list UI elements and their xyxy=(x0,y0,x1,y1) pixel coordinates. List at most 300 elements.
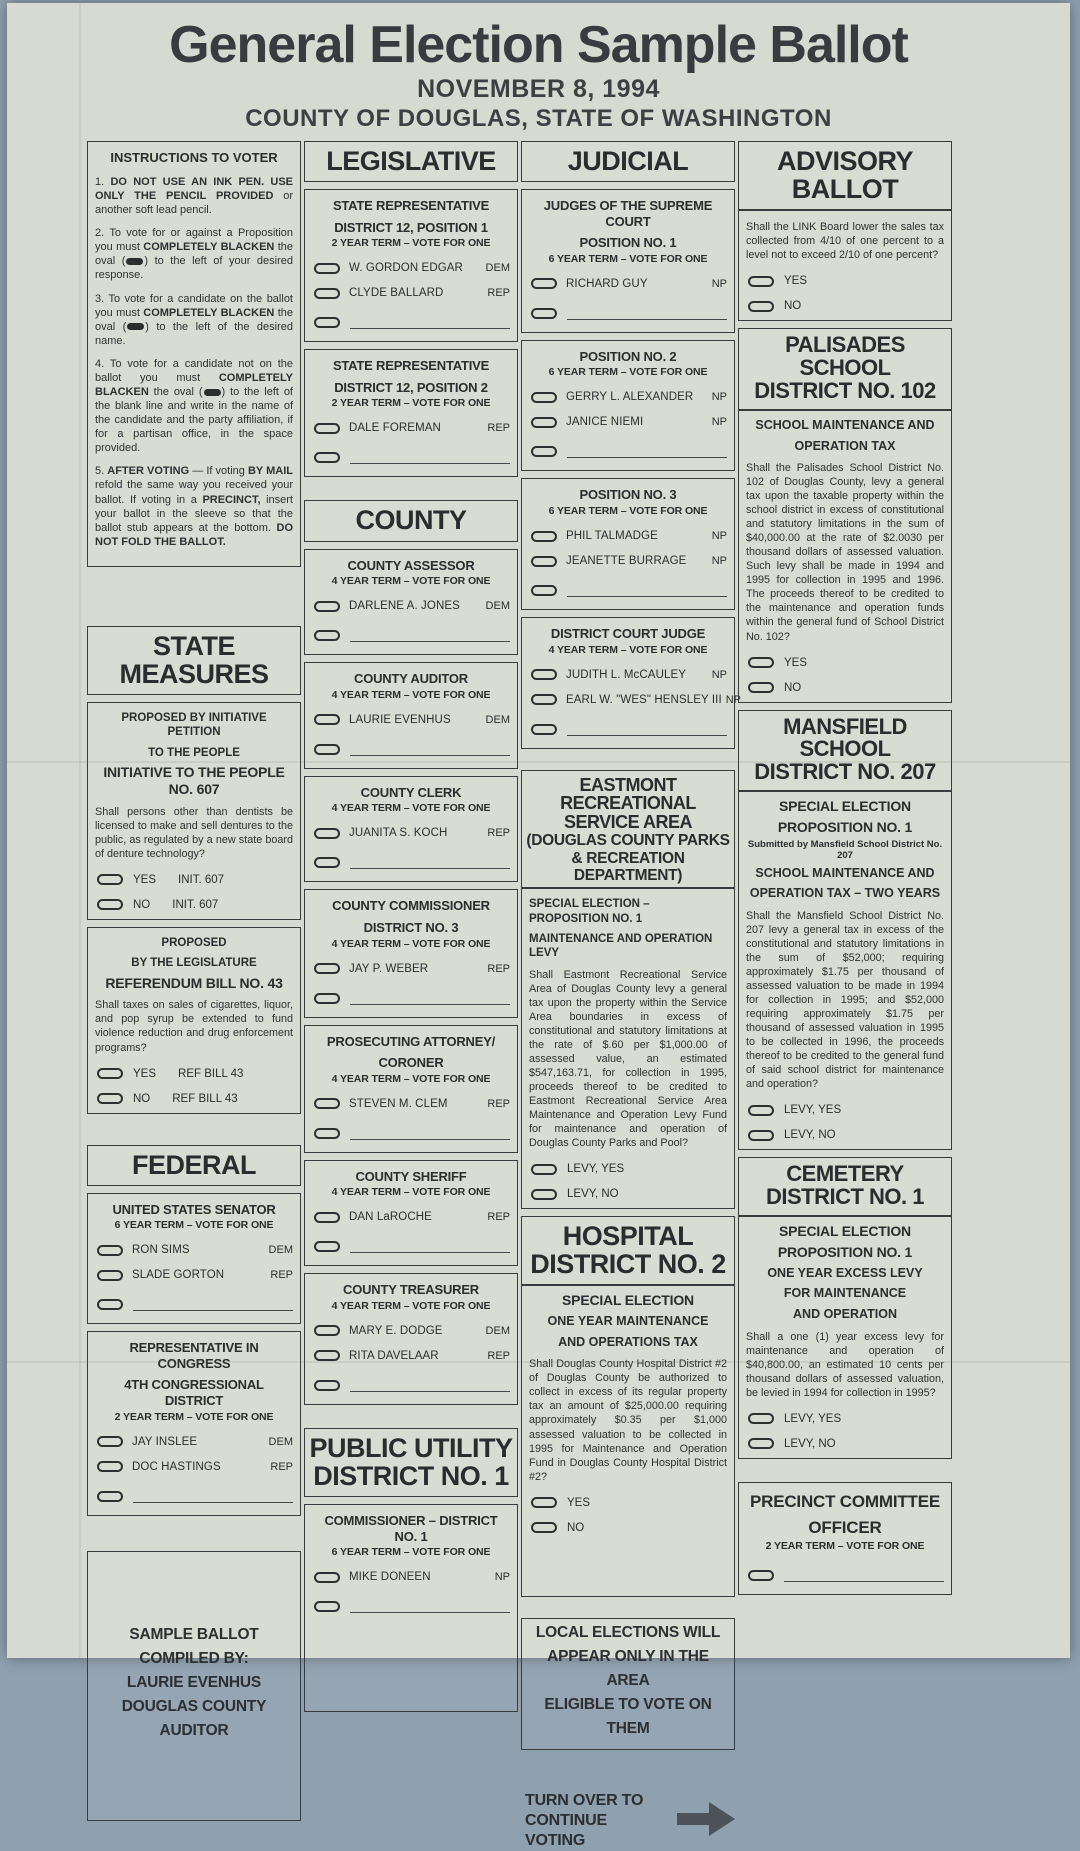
race-title: UNITED STATES SENATOR xyxy=(112,1201,276,1217)
section-banner xyxy=(304,1428,518,1497)
ballot-oval[interactable] xyxy=(531,669,557,680)
measure-title: REFERENDUM BILL NO. 43 xyxy=(105,974,283,991)
ballot-oval[interactable] xyxy=(97,1245,123,1256)
column-1 xyxy=(87,141,301,1828)
candidate-row xyxy=(314,1350,510,1362)
race-title: COMMISSIONER – DISTRICT NO. 1 xyxy=(324,1513,498,1544)
text-run: PRECINCT, xyxy=(202,493,261,506)
candidate-row xyxy=(531,555,727,567)
candidate-name: MIKE DONEEN xyxy=(349,1571,431,1584)
ballot-oval[interactable] xyxy=(531,278,557,289)
ballot-oval[interactable] xyxy=(314,1350,340,1361)
ballot-columns xyxy=(87,141,949,1851)
measure-subheader: OPERATION TAX – TWO YEARS xyxy=(749,886,941,901)
candidate-row xyxy=(97,1244,293,1256)
text-line: LAURIE EVENHUS xyxy=(126,1673,262,1691)
measure-title: PROPOSITION NO. 1 xyxy=(777,818,913,835)
measure-question: Shall taxes on sales of cigarettes, liquor, and pop syrup be extended to fund violence reduction and drug enforcement programs? xyxy=(95,999,293,1054)
ballot-oval[interactable] xyxy=(97,1461,123,1472)
section-banner xyxy=(304,500,518,541)
ballot-oval[interactable] xyxy=(314,1380,340,1391)
turn-over-line: CONTINUE VOTING xyxy=(525,1812,607,1850)
race-box xyxy=(87,1331,301,1515)
text-run: DO NOT USE AN INK PEN. USE ONLY THE PENCIL PROVIDED xyxy=(95,176,294,203)
measure-title: SPECIAL ELECTION xyxy=(779,1223,911,1240)
ballot-oval[interactable] xyxy=(314,263,340,274)
option-row xyxy=(748,657,944,669)
race-title: STATE REPRESENTATIVE xyxy=(332,358,490,374)
right-arrow-icon xyxy=(677,1802,735,1841)
write-in-line[interactable] xyxy=(350,992,510,1005)
race-box xyxy=(304,776,518,883)
banner-line: DISTRICT NO. 1 xyxy=(313,1460,509,1491)
candidate-row xyxy=(531,278,727,290)
write-in-row xyxy=(97,1490,293,1503)
measure-question: Shall the Palisades School District No. 102 of Douglas County, levy a general tax upon the taxable property within the school district in excess of constitutional and statutory limitations in the sum of $40,000.00 at the rate of $2.0030 per thousand dollars of assessed valuation. Such levy shall be made in 1994 and 1995 for collection in 1995 and 1996. The proceeds thereof to be credited to the maintenance and operation funds within the general fund of School District No. 102? xyxy=(746,462,944,643)
write-in-row xyxy=(748,1569,944,1582)
measure-question: Shall the LINK Board lower the sales tax collected from 4/10 of one percent to a level not to exceed 2/10 of one percent? xyxy=(746,221,944,262)
ballot-oval[interactable] xyxy=(531,446,557,457)
measure-box xyxy=(521,888,735,1209)
ballot-oval[interactable] xyxy=(314,1572,340,1583)
turn-over-line: TURN OVER TO xyxy=(525,1792,644,1810)
ballot-oval[interactable] xyxy=(314,1601,340,1612)
ballot-oval[interactable] xyxy=(748,1570,774,1581)
race-title: COUNTY CLERK xyxy=(360,784,462,800)
option-row xyxy=(531,1522,727,1534)
ballot-oval[interactable] xyxy=(314,963,340,974)
option-note: INIT. 607 xyxy=(172,898,219,911)
filled-oval-icon xyxy=(126,258,143,265)
candidate-name: RICHARD GUY xyxy=(566,277,648,290)
candidate-row xyxy=(531,391,727,403)
filled-oval-icon xyxy=(204,389,221,396)
write-in-row xyxy=(314,1379,510,1392)
race-title: DISTRICT COURT JUDGE xyxy=(550,626,706,642)
candidate-row xyxy=(531,669,727,681)
ballot-oval[interactable] xyxy=(748,1438,774,1449)
measure-subheader: SCHOOL MAINTENANCE AND xyxy=(755,865,935,880)
text-run: AFTER VOTING xyxy=(107,465,190,478)
ballot-oval[interactable] xyxy=(314,993,340,1004)
measure-box xyxy=(738,1216,952,1459)
write-in-row xyxy=(531,307,727,320)
race-term: 6 YEAR TERM – VOTE FOR ONE xyxy=(114,1219,274,1232)
race-term: 4 YEAR TERM – VOTE FOR ONE xyxy=(331,575,491,588)
race-box xyxy=(87,1193,301,1325)
ballot-oval[interactable] xyxy=(314,630,340,641)
text-box xyxy=(521,1618,735,1750)
candidate-name: JANICE NIEMI xyxy=(566,416,644,429)
race-term: 6 YEAR TERM – VOTE FOR ONE xyxy=(548,505,708,518)
race-term: 4 YEAR TERM – VOTE FOR ONE xyxy=(331,1186,491,1199)
race-box xyxy=(521,189,735,333)
race-title: DISTRICT 12, POSITION 2 xyxy=(334,379,488,395)
write-in-row xyxy=(314,451,510,464)
option-label: LEVY, YES xyxy=(567,1163,625,1176)
ballot-oval[interactable] xyxy=(314,288,340,299)
option-row xyxy=(748,275,944,287)
candidate-name: PHIL TALMADGE xyxy=(566,530,658,543)
measure-box xyxy=(738,210,952,321)
race-box xyxy=(521,340,735,472)
banner-line: STATE xyxy=(153,630,235,661)
section-banner xyxy=(738,141,952,210)
measure-header: BY THE LEGISLATURE xyxy=(131,957,257,970)
option-row xyxy=(748,1129,944,1141)
race-title: POSITION NO. 2 xyxy=(579,348,677,364)
text-run: the oval ( xyxy=(95,241,293,268)
measure-title: INITIATIVE TO THE PEOPLE NO. 607 xyxy=(103,764,285,797)
race-box xyxy=(304,349,518,477)
measure-subheader: FOR MAINTENANCE xyxy=(783,1286,907,1301)
race-title: STATE REPRESENTATIVE xyxy=(332,198,490,214)
banner-line: FEDERAL xyxy=(132,1149,256,1180)
option-label: YES xyxy=(784,656,808,669)
candidate-name: DALE FOREMAN xyxy=(349,422,441,435)
write-in-row xyxy=(314,1127,510,1140)
race-title: PRECINCT COMMITTEE xyxy=(749,1491,940,1511)
text-run: — If voting xyxy=(189,465,248,478)
write-in-line[interactable] xyxy=(133,1298,293,1311)
instruction-paragraph xyxy=(95,292,293,348)
candidate-name: DARLENE A. JONES xyxy=(349,600,460,613)
measure-box xyxy=(521,1285,735,1597)
measure-subheader: SCHOOL MAINTENANCE AND xyxy=(755,417,935,432)
race-term: 2 YEAR TERM – VOTE FOR ONE xyxy=(331,397,491,410)
banner-line: LEGISLATIVE xyxy=(326,146,496,176)
race-title: POSITION NO. 3 xyxy=(579,487,677,503)
candidate-name: EARL W. "WES" HENSLEY III xyxy=(566,693,722,706)
race-box xyxy=(304,1273,518,1405)
text-run: 5. xyxy=(95,465,108,478)
ballot-oval[interactable] xyxy=(748,276,774,287)
candidate-party: REP xyxy=(270,1269,293,1282)
option-label: LEVY, YES xyxy=(784,1104,842,1117)
ballot-oval[interactable] xyxy=(531,308,557,319)
race-title: COUNTY TREASURER xyxy=(343,1282,479,1298)
option-label: NO xyxy=(567,1521,585,1534)
race-title: DISTRICT NO. 3 xyxy=(363,919,459,935)
measure-header: SPECIAL ELECTION – PROPOSITION NO. 1 xyxy=(529,898,650,925)
measure-subheader: ONE YEAR MAINTENANCE xyxy=(547,1314,709,1329)
candidate-party: DEM xyxy=(485,600,510,613)
write-in-line[interactable] xyxy=(350,856,510,869)
measure-header: TO THE PEOPLE xyxy=(148,746,240,759)
ballot-oval[interactable] xyxy=(97,899,123,910)
measure-question: Shall a one (1) year excess levy for maintenance and operation of $40,800.00, an estimated 10 cents per thousand dollars of assessed valuation, be levied in 1994 for collection in 1995? xyxy=(746,1330,944,1399)
ballot-oval[interactable] xyxy=(531,556,557,567)
ballot-oval[interactable] xyxy=(531,392,557,403)
candidate-party: NP xyxy=(711,530,727,543)
write-in-line[interactable] xyxy=(350,1240,510,1253)
write-in-line[interactable] xyxy=(350,743,510,756)
write-in-line[interactable] xyxy=(567,584,727,597)
write-in-line[interactable] xyxy=(350,1127,510,1140)
option-label: YES xyxy=(567,1496,591,1509)
ballot-oval[interactable] xyxy=(531,1522,557,1533)
race-title: JUDGES OF THE SUPREME COURT xyxy=(543,198,713,229)
ballot-oval[interactable] xyxy=(97,1068,123,1079)
race-title: DISTRICT 12, POSITION 1 xyxy=(334,219,488,235)
measure-question: Shall Eastmont Recreational Service Area of Douglas County levy a general tax upon the property within the Service Area boundaries in excess of constitutional and statutory limitations at the rate of $.60 per $1,000.00 of assessed value, an estimated $547,163.71, for collection in 1995, proceeds thereof to be credited to Eastmont Recreational Service Area Maintenance and Operation Levy Fund for maintenance and operation of Douglas County Parks and Pool? xyxy=(529,968,727,1150)
candidate-name: JAY INSLEE xyxy=(132,1435,198,1448)
write-in-row xyxy=(97,1298,293,1311)
ballot-oval[interactable] xyxy=(314,601,340,612)
candidate-party: DEM xyxy=(485,713,510,726)
text-run: ) to the left of your desired response. xyxy=(95,255,293,282)
option-note: INIT. 607 xyxy=(178,873,225,886)
candidate-row xyxy=(314,262,510,274)
banner-line: SERVICE AREA xyxy=(563,812,693,833)
text-run: COMPLETELY BLACKEN xyxy=(143,306,275,319)
ballot-oval[interactable] xyxy=(531,1497,557,1508)
option-row xyxy=(748,682,944,694)
candidate-party: REP xyxy=(270,1460,293,1473)
candidate-name: CLYDE BALLARD xyxy=(349,287,444,300)
banner-line: DISTRICT NO. 207 xyxy=(754,759,936,785)
candidate-party: DEM xyxy=(268,1435,293,1448)
text-line: COMPILED BY: xyxy=(139,1649,249,1667)
measure-subheader: OPERATION TAX xyxy=(794,438,896,453)
write-in-line[interactable] xyxy=(350,629,510,642)
text-line: SAMPLE BALLOT xyxy=(129,1625,259,1643)
write-in-line[interactable] xyxy=(350,1379,510,1392)
ballot-oval[interactable] xyxy=(97,874,123,885)
section-banner xyxy=(738,328,952,410)
ballot-oval[interactable] xyxy=(748,1105,774,1116)
write-in-row xyxy=(531,445,727,458)
candidate-row xyxy=(531,530,727,542)
candidate-row xyxy=(97,1436,293,1448)
instruction-paragraph xyxy=(95,464,293,548)
masthead xyxy=(7,3,1070,133)
text-run: COMPLETELY BLACKEN xyxy=(95,371,293,399)
measure-box xyxy=(87,927,301,1114)
race-box xyxy=(304,889,518,1017)
turn-over-text xyxy=(525,1791,667,1851)
ballot-oval[interactable] xyxy=(748,682,774,693)
instruction-paragraph xyxy=(95,226,293,282)
candidate-row xyxy=(314,714,510,726)
ballot-oval[interactable] xyxy=(531,1189,557,1200)
election-date: NOVEMBER 8, 1994 xyxy=(417,75,660,103)
ballot-oval[interactable] xyxy=(314,1128,340,1139)
race-term: 2 YEAR TERM – VOTE FOR ONE xyxy=(331,237,491,250)
banner-line: ADVISORY xyxy=(776,146,914,176)
candidate-party: DEM xyxy=(485,262,510,275)
race-box xyxy=(304,189,518,342)
measure-header: PROPOSED BY INITIATIVE PETITION xyxy=(121,712,267,739)
text-run: ) to the left of the blank line and write in the name of the candidate and the party affiliation, if for a partisan office, in the space provided. xyxy=(95,386,293,455)
candidate-party: NP xyxy=(711,391,727,404)
write-in-line[interactable] xyxy=(567,723,727,736)
county-line: COUNTY OF DOUGLAS, STATE OF WASHINGTON xyxy=(245,105,832,132)
ballot-oval[interactable] xyxy=(531,417,557,428)
candidate-party: NP xyxy=(711,555,727,568)
candidate-party: NP xyxy=(711,668,727,681)
ballot-oval[interactable] xyxy=(748,1130,774,1141)
measure-header: PROPOSED xyxy=(161,936,227,949)
ballot-oval[interactable] xyxy=(314,828,340,839)
candidate-row xyxy=(314,422,510,434)
ballot-oval[interactable] xyxy=(314,317,340,328)
write-in-line[interactable] xyxy=(350,1600,510,1613)
candidate-name: SLADE GORTON xyxy=(132,1269,225,1282)
candidate-party: NP xyxy=(494,1571,510,1584)
candidate-party: REP xyxy=(487,422,510,435)
candidate-party: REP xyxy=(487,1349,510,1362)
option-label: LEVY, NO xyxy=(784,1129,836,1142)
ballot-oval[interactable] xyxy=(97,1299,123,1310)
write-in-line[interactable] xyxy=(567,445,727,458)
race-title: COUNTY SHERIFF xyxy=(355,1168,467,1184)
ballot-oval[interactable] xyxy=(531,531,557,542)
ballot-oval[interactable] xyxy=(97,1491,123,1502)
option-label: LEVY, YES xyxy=(784,1412,842,1425)
candidate-party: REP xyxy=(487,962,510,975)
ballot-oval[interactable] xyxy=(531,694,557,705)
page-title: General Election Sample Ballot xyxy=(169,16,908,74)
measure-question: Shall the Mansfield School District No. 207 levy a general tax in excess of the constitutional and statutory limitations in the sum of $52,000; requiring approximately $1.75 per thousand of assessed valuation to be made in 1994 for collection in 1995; and $52,000 requiring approximately $1.75 per thousand of assessed valuation in 1995 to be collected in 1996, the proceeds thereof to be credited to the general fund of said school district for maintenance and operation? xyxy=(746,910,944,1091)
measure-subheader: AND OPERATIONS TAX xyxy=(558,1334,698,1349)
candidate-row xyxy=(314,1571,510,1583)
race-term: 2 YEAR TERM – VOTE FOR ONE xyxy=(765,1540,925,1553)
option-label: NO xyxy=(784,681,802,694)
ballot-oval[interactable] xyxy=(97,1093,123,1104)
race-term: 4 YEAR TERM – VOTE FOR ONE xyxy=(331,1072,491,1085)
text-run: or another soft lead pencil. xyxy=(95,190,294,217)
ballot-oval[interactable] xyxy=(314,423,340,434)
measure-header: MAINTENANCE AND OPERATION LEVY xyxy=(529,932,713,960)
candidate-party: REP xyxy=(487,827,510,840)
text-run: the oval ( xyxy=(95,306,293,333)
candidate-row xyxy=(314,827,510,839)
text-line: AUDITOR xyxy=(159,1721,229,1739)
race-term: 4 YEAR TERM – VOTE FOR ONE xyxy=(331,688,491,701)
filled-oval-icon xyxy=(127,323,144,330)
candidate-name: JUANITA S. KOCH xyxy=(349,827,448,840)
section-banner xyxy=(521,141,735,182)
ballot-oval[interactable] xyxy=(748,657,774,668)
text-run: COMPLETELY BLACKEN xyxy=(143,241,275,254)
text-run: 1. xyxy=(95,176,111,188)
race-box xyxy=(304,549,518,656)
ballot-oval[interactable] xyxy=(748,1413,774,1424)
banner-line: DISTRICT NO. 102 xyxy=(754,378,936,403)
option-label: YES xyxy=(133,1067,157,1080)
banner-line: COUNTY xyxy=(355,505,467,536)
text-run: 4. To vote for a candidate not on the ballot you must xyxy=(95,357,293,384)
race-box xyxy=(521,617,742,749)
write-in-line[interactable] xyxy=(567,307,727,320)
measure-subheader: AND OPERATION xyxy=(793,1307,897,1321)
candidate-party: NP xyxy=(711,277,727,290)
write-in-row xyxy=(314,743,510,756)
race-box xyxy=(521,478,735,610)
race-term: 4 YEAR TERM – VOTE FOR ONE xyxy=(331,802,491,815)
ballot-oval[interactable] xyxy=(314,1241,340,1252)
candidate-party: NP xyxy=(711,416,727,429)
write-in-row xyxy=(314,1240,510,1253)
ballot-oval[interactable] xyxy=(97,1270,123,1281)
measure-box xyxy=(738,791,952,1150)
race-term: 2 YEAR TERM – VOTE FOR ONE xyxy=(114,1410,274,1423)
write-in-line[interactable] xyxy=(350,451,510,464)
ballot-oval[interactable] xyxy=(314,1098,340,1109)
measure-title: PROPOSITION NO. 1 xyxy=(777,1243,913,1260)
candidate-name: LAURIE EVENHUS xyxy=(349,713,451,726)
race-term: 6 YEAR TERM – VOTE FOR ONE xyxy=(548,366,708,379)
instruction-paragraph xyxy=(95,357,293,456)
ballot-oval[interactable] xyxy=(314,857,340,868)
ballot-oval[interactable] xyxy=(531,724,557,735)
candidate-name: MARY E. DODGE xyxy=(349,1324,443,1337)
race-term: 6 YEAR TERM – VOTE FOR ONE xyxy=(331,1546,491,1559)
option-row xyxy=(748,300,944,312)
candidate-party: DEM xyxy=(268,1244,293,1257)
candidate-row xyxy=(97,1269,293,1281)
ballot-oval[interactable] xyxy=(531,1164,557,1175)
candidate-name: W. GORDON EDGAR xyxy=(349,262,463,275)
race-box xyxy=(304,1160,518,1267)
ballot-oval[interactable] xyxy=(314,1212,340,1223)
ballot-oval[interactable] xyxy=(748,301,774,312)
candidate-row xyxy=(314,1325,510,1337)
candidate-name: JEANETTE BURRAGE xyxy=(566,555,687,568)
candidate-name: RON SIMS xyxy=(132,1244,190,1257)
measure-title: SPECIAL ELECTION xyxy=(779,798,911,815)
write-in-line[interactable] xyxy=(784,1569,944,1582)
candidate-name: DOC HASTINGS xyxy=(132,1460,221,1473)
race-term: 4 YEAR TERM – VOTE FOR ONE xyxy=(331,1299,491,1312)
race-box xyxy=(304,1025,518,1153)
write-in-row xyxy=(531,723,727,736)
option-label: YES xyxy=(133,873,157,886)
candidate-row xyxy=(314,600,510,612)
option-row xyxy=(531,1163,727,1175)
race-title: REPRESENTATIVE IN CONGRESS xyxy=(129,1340,259,1371)
candidate-name: DAN LaROCHE xyxy=(349,1211,432,1224)
candidate-name: JAY P. WEBER xyxy=(349,962,429,975)
section-banner xyxy=(521,770,735,889)
candidate-row xyxy=(314,287,510,299)
candidate-row xyxy=(314,1211,510,1223)
ballot-oval[interactable] xyxy=(314,1325,340,1336)
option-row xyxy=(748,1438,944,1450)
ballot-oval[interactable] xyxy=(531,585,557,596)
ballot-oval[interactable] xyxy=(97,1436,123,1447)
fold-crease xyxy=(79,3,81,1658)
section-banner xyxy=(521,1216,735,1285)
option-row xyxy=(531,1188,727,1200)
option-note: REF BILL 43 xyxy=(178,1067,244,1080)
write-in-line[interactable] xyxy=(350,316,510,329)
write-in-line[interactable] xyxy=(133,1490,293,1503)
race-title: COUNTY COMMISSIONER xyxy=(332,898,490,914)
candidate-party: REP xyxy=(487,1211,510,1224)
candidate-party: REP xyxy=(487,287,510,300)
option-row xyxy=(97,874,293,886)
candidate-party: NP xyxy=(725,693,742,706)
instruction-paragraph xyxy=(95,175,293,217)
ballot-oval[interactable] xyxy=(314,744,340,755)
ballot-oval[interactable] xyxy=(314,714,340,725)
text-line: DOUGLAS COUNTY xyxy=(121,1697,267,1715)
measure-box xyxy=(87,702,301,920)
ballot-oval[interactable] xyxy=(314,452,340,463)
race-term: 6 YEAR TERM – VOTE FOR ONE xyxy=(548,252,708,265)
